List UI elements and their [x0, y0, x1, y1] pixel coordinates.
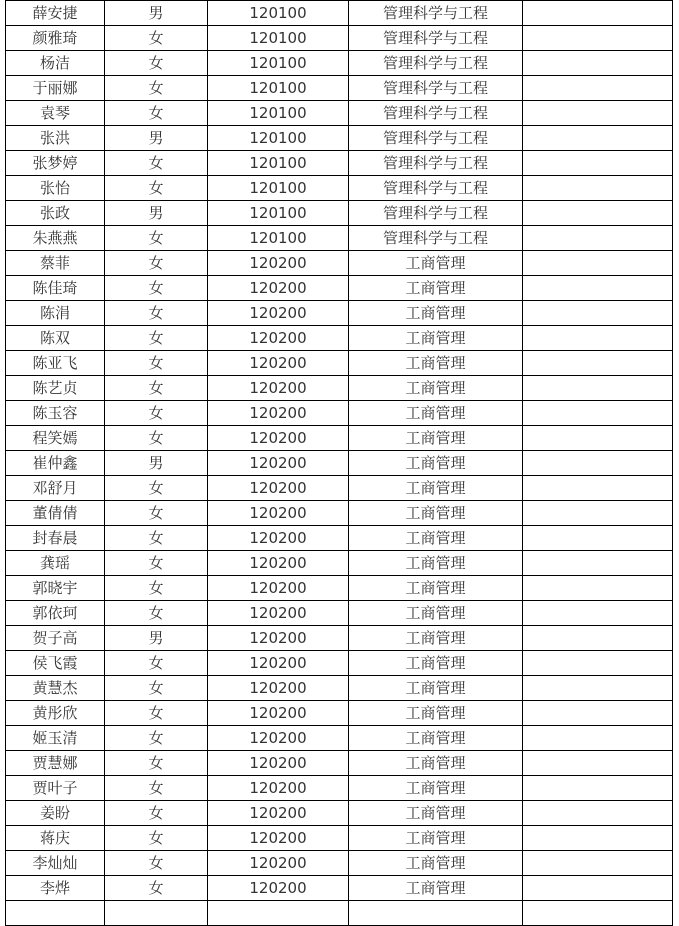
empty-cell: [523, 76, 673, 101]
empty-cell: [523, 776, 673, 801]
empty-cell: [523, 101, 673, 126]
major-name-cell: 管理科学与工程: [349, 51, 523, 76]
student-name-cell: 袁琴: [6, 101, 105, 126]
major-code-cell: 120100: [208, 1, 349, 26]
table-row: [6, 651, 673, 676]
student-name-cell: 邓舒月: [6, 476, 105, 501]
major-code-cell: 120200: [208, 701, 349, 726]
gender-cell: 女: [105, 801, 208, 826]
gender-cell: 女: [105, 426, 208, 451]
table-row: [6, 451, 673, 476]
gender-cell: [105, 901, 208, 926]
major-name-cell: 工商管理: [349, 351, 523, 376]
major-name-cell: 管理科学与工程: [349, 26, 523, 51]
gender-cell: 男: [105, 626, 208, 651]
table-row: [6, 151, 673, 176]
gender-cell: 女: [105, 776, 208, 801]
major-code-cell: 120200: [208, 301, 349, 326]
student-name-cell: 薛安捷: [6, 1, 105, 26]
major-code-cell: 120100: [208, 226, 349, 251]
major-code-cell: 120200: [208, 726, 349, 751]
student-name-cell: 贾叶子: [6, 776, 105, 801]
table-row: [6, 851, 673, 876]
major-name-cell: 工商管理: [349, 826, 523, 851]
gender-cell: 女: [105, 551, 208, 576]
major-name-cell: 工商管理: [349, 251, 523, 276]
major-name-cell: 工商管理: [349, 526, 523, 551]
major-code-cell: 120200: [208, 276, 349, 301]
empty-cell: [523, 226, 673, 251]
empty-cell: [523, 426, 673, 451]
student-name-cell: 蔡菲: [6, 251, 105, 276]
empty-cell: [523, 126, 673, 151]
major-name-cell: 管理科学与工程: [349, 1, 523, 26]
major-name-cell: 管理科学与工程: [349, 101, 523, 126]
major-name-cell: 工商管理: [349, 751, 523, 776]
student-name-cell: 姬玉清: [6, 726, 105, 751]
empty-cell: [523, 551, 673, 576]
student-name-cell: 李灿灿: [6, 851, 105, 876]
table-row: [6, 676, 673, 701]
empty-cell: [523, 601, 673, 626]
student-name-cell: 陈双: [6, 326, 105, 351]
major-name-cell: 工商管理: [349, 501, 523, 526]
table-row: [6, 776, 673, 801]
table-row: [6, 26, 673, 51]
major-code-cell: 120100: [208, 51, 349, 76]
table-row: [6, 51, 673, 76]
major-code-cell: 120100: [208, 26, 349, 51]
table-row: [6, 126, 673, 151]
major-code-cell: 120100: [208, 76, 349, 101]
major-code-cell: 120200: [208, 451, 349, 476]
gender-cell: 女: [105, 501, 208, 526]
empty-cell: [523, 676, 673, 701]
student-name-cell: 黄慧杰: [6, 676, 105, 701]
empty-cell: [523, 1, 673, 26]
empty-cell: [523, 901, 673, 926]
student-name-cell: 张洪: [6, 126, 105, 151]
major-code-cell: 120200: [208, 526, 349, 551]
gender-cell: 女: [105, 851, 208, 876]
empty-cell: [523, 151, 673, 176]
gender-cell: 女: [105, 151, 208, 176]
major-name-cell: [349, 901, 523, 926]
empty-cell: [523, 351, 673, 376]
table-row: [6, 626, 673, 651]
empty-cell: [523, 176, 673, 201]
admission-list-table: [5, 0, 673, 926]
empty-cell: [523, 701, 673, 726]
major-name-cell: 管理科学与工程: [349, 76, 523, 101]
major-code-cell: 120200: [208, 851, 349, 876]
empty-cell: [523, 301, 673, 326]
major-name-cell: 工商管理: [349, 851, 523, 876]
empty-cell: [523, 626, 673, 651]
gender-cell: 女: [105, 26, 208, 51]
empty-cell: [523, 26, 673, 51]
gender-cell: 女: [105, 301, 208, 326]
table-row: [6, 551, 673, 576]
table-row: [6, 351, 673, 376]
major-code-cell: 120200: [208, 251, 349, 276]
empty-cell: [523, 251, 673, 276]
table-row: [6, 401, 673, 426]
table-row: [6, 101, 673, 126]
table-row: [6, 526, 673, 551]
major-name-cell: 工商管理: [349, 401, 523, 426]
student-name-cell: 陈艺贞: [6, 376, 105, 401]
major-code-cell: 120200: [208, 351, 349, 376]
major-name-cell: 工商管理: [349, 551, 523, 576]
gender-cell: 男: [105, 451, 208, 476]
gender-cell: 女: [105, 276, 208, 301]
empty-cell: [523, 526, 673, 551]
table-row: [6, 1, 673, 26]
major-code-cell: 120200: [208, 676, 349, 701]
student-name-cell: 郭依珂: [6, 601, 105, 626]
student-name-cell: 黄彤欣: [6, 701, 105, 726]
student-name-cell: 陈亚飞: [6, 351, 105, 376]
major-name-cell: 工商管理: [349, 426, 523, 451]
gender-cell: 女: [105, 251, 208, 276]
empty-cell: [523, 651, 673, 676]
gender-cell: 女: [105, 226, 208, 251]
empty-cell: [523, 51, 673, 76]
major-name-cell: 工商管理: [349, 626, 523, 651]
gender-cell: 女: [105, 101, 208, 126]
table-row: [6, 201, 673, 226]
table-row: [6, 701, 673, 726]
empty-cell: [523, 451, 673, 476]
major-code-cell: 120100: [208, 151, 349, 176]
table-row: [6, 376, 673, 401]
student-name-cell: 颜雅琦: [6, 26, 105, 51]
gender-cell: 女: [105, 676, 208, 701]
major-name-cell: 工商管理: [349, 801, 523, 826]
major-name-cell: 工商管理: [349, 601, 523, 626]
gender-cell: 女: [105, 726, 208, 751]
major-code-cell: 120200: [208, 626, 349, 651]
gender-cell: 女: [105, 526, 208, 551]
gender-cell: 女: [105, 326, 208, 351]
major-name-cell: 工商管理: [349, 576, 523, 601]
empty-cell: [523, 401, 673, 426]
table-row: [6, 326, 673, 351]
student-name-cell: 董倩倩: [6, 501, 105, 526]
major-code-cell: 120200: [208, 426, 349, 451]
gender-cell: 女: [105, 751, 208, 776]
gender-cell: 女: [105, 651, 208, 676]
major-code-cell: 120100: [208, 126, 349, 151]
gender-cell: 女: [105, 401, 208, 426]
table-row: [6, 251, 673, 276]
student-name-cell: 杨洁: [6, 51, 105, 76]
gender-cell: 女: [105, 876, 208, 901]
student-name-cell: 侯飞霞: [6, 651, 105, 676]
table-row: [6, 176, 673, 201]
table-row: [6, 801, 673, 826]
major-code-cell: 120200: [208, 551, 349, 576]
major-name-cell: 工商管理: [349, 776, 523, 801]
student-name-cell: 陈玉容: [6, 401, 105, 426]
table-row: [6, 576, 673, 601]
major-code-cell: 120200: [208, 576, 349, 601]
major-name-cell: 工商管理: [349, 451, 523, 476]
gender-cell: 女: [105, 176, 208, 201]
table-row: [6, 751, 673, 776]
empty-cell: [523, 326, 673, 351]
major-name-cell: 工商管理: [349, 676, 523, 701]
empty-cell: [523, 501, 673, 526]
major-code-cell: [208, 901, 349, 926]
major-code-cell: 120200: [208, 501, 349, 526]
gender-cell: 女: [105, 601, 208, 626]
major-code-cell: 120200: [208, 476, 349, 501]
empty-cell: [523, 876, 673, 901]
table-row: [6, 76, 673, 101]
student-name-cell: 李烨: [6, 876, 105, 901]
major-code-cell: 120200: [208, 401, 349, 426]
table-row: [6, 876, 673, 901]
major-name-cell: 工商管理: [349, 376, 523, 401]
table-row: [6, 726, 673, 751]
major-name-cell: 工商管理: [349, 726, 523, 751]
major-code-cell: 120200: [208, 876, 349, 901]
gender-cell: 女: [105, 351, 208, 376]
student-name-cell: 于丽娜: [6, 76, 105, 101]
student-name-cell: 朱燕燕: [6, 226, 105, 251]
student-name-cell: [6, 901, 105, 926]
student-name-cell: 张梦婷: [6, 151, 105, 176]
empty-cell: [523, 576, 673, 601]
major-code-cell: 120200: [208, 651, 349, 676]
student-name-cell: 贾慧娜: [6, 751, 105, 776]
gender-cell: 女: [105, 476, 208, 501]
student-name-cell: 张怡: [6, 176, 105, 201]
gender-cell: 女: [105, 576, 208, 601]
admission-table-container: [5, 0, 673, 926]
gender-cell: 女: [105, 826, 208, 851]
gender-cell: 女: [105, 701, 208, 726]
student-name-cell: 贺子高: [6, 626, 105, 651]
table-body: [6, 1, 673, 926]
gender-cell: 女: [105, 76, 208, 101]
student-name-cell: 蒋庆: [6, 826, 105, 851]
table-row: [6, 426, 673, 451]
empty-cell: [523, 751, 673, 776]
gender-cell: 男: [105, 1, 208, 26]
empty-cell: [523, 726, 673, 751]
major-name-cell: 管理科学与工程: [349, 151, 523, 176]
table-row: [6, 276, 673, 301]
major-code-cell: 120100: [208, 101, 349, 126]
student-name-cell: 张政: [6, 201, 105, 226]
major-code-cell: 120100: [208, 176, 349, 201]
major-name-cell: 工商管理: [349, 301, 523, 326]
major-name-cell: 管理科学与工程: [349, 176, 523, 201]
empty-cell: [523, 801, 673, 826]
empty-cell: [523, 201, 673, 226]
student-name-cell: 程笑嫣: [6, 426, 105, 451]
empty-cell: [523, 851, 673, 876]
major-code-cell: 120200: [208, 826, 349, 851]
empty-cell: [523, 376, 673, 401]
major-code-cell: 120200: [208, 751, 349, 776]
major-code-cell: 120200: [208, 801, 349, 826]
major-name-cell: 工商管理: [349, 651, 523, 676]
empty-cell: [523, 276, 673, 301]
major-name-cell: 工商管理: [349, 326, 523, 351]
student-name-cell: 崔仲鑫: [6, 451, 105, 476]
major-name-cell: 工商管理: [349, 276, 523, 301]
student-name-cell: 陈佳琦: [6, 276, 105, 301]
major-code-cell: 120200: [208, 326, 349, 351]
student-name-cell: 姜盼: [6, 801, 105, 826]
major-code-cell: 120200: [208, 376, 349, 401]
student-name-cell: 龚瑶: [6, 551, 105, 576]
student-name-cell: 郭晓宇: [6, 576, 105, 601]
empty-cell: [523, 826, 673, 851]
gender-cell: 女: [105, 376, 208, 401]
student-name-cell: 陈涓: [6, 301, 105, 326]
table-row: [6, 301, 673, 326]
table-row: [6, 601, 673, 626]
gender-cell: 男: [105, 126, 208, 151]
major-code-cell: 120100: [208, 201, 349, 226]
major-code-cell: 120200: [208, 776, 349, 801]
major-name-cell: 管理科学与工程: [349, 126, 523, 151]
major-name-cell: 管理科学与工程: [349, 226, 523, 251]
gender-cell: 男: [105, 201, 208, 226]
major-name-cell: 管理科学与工程: [349, 201, 523, 226]
table-row: [6, 501, 673, 526]
gender-cell: 女: [105, 51, 208, 76]
table-row: [6, 226, 673, 251]
empty-cell: [523, 476, 673, 501]
student-name-cell: 封春晨: [6, 526, 105, 551]
table-row: [6, 476, 673, 501]
table-row: [6, 826, 673, 851]
major-name-cell: 工商管理: [349, 476, 523, 501]
major-code-cell: 120200: [208, 601, 349, 626]
major-name-cell: 工商管理: [349, 701, 523, 726]
major-name-cell: 工商管理: [349, 876, 523, 901]
table-row: [6, 901, 673, 926]
